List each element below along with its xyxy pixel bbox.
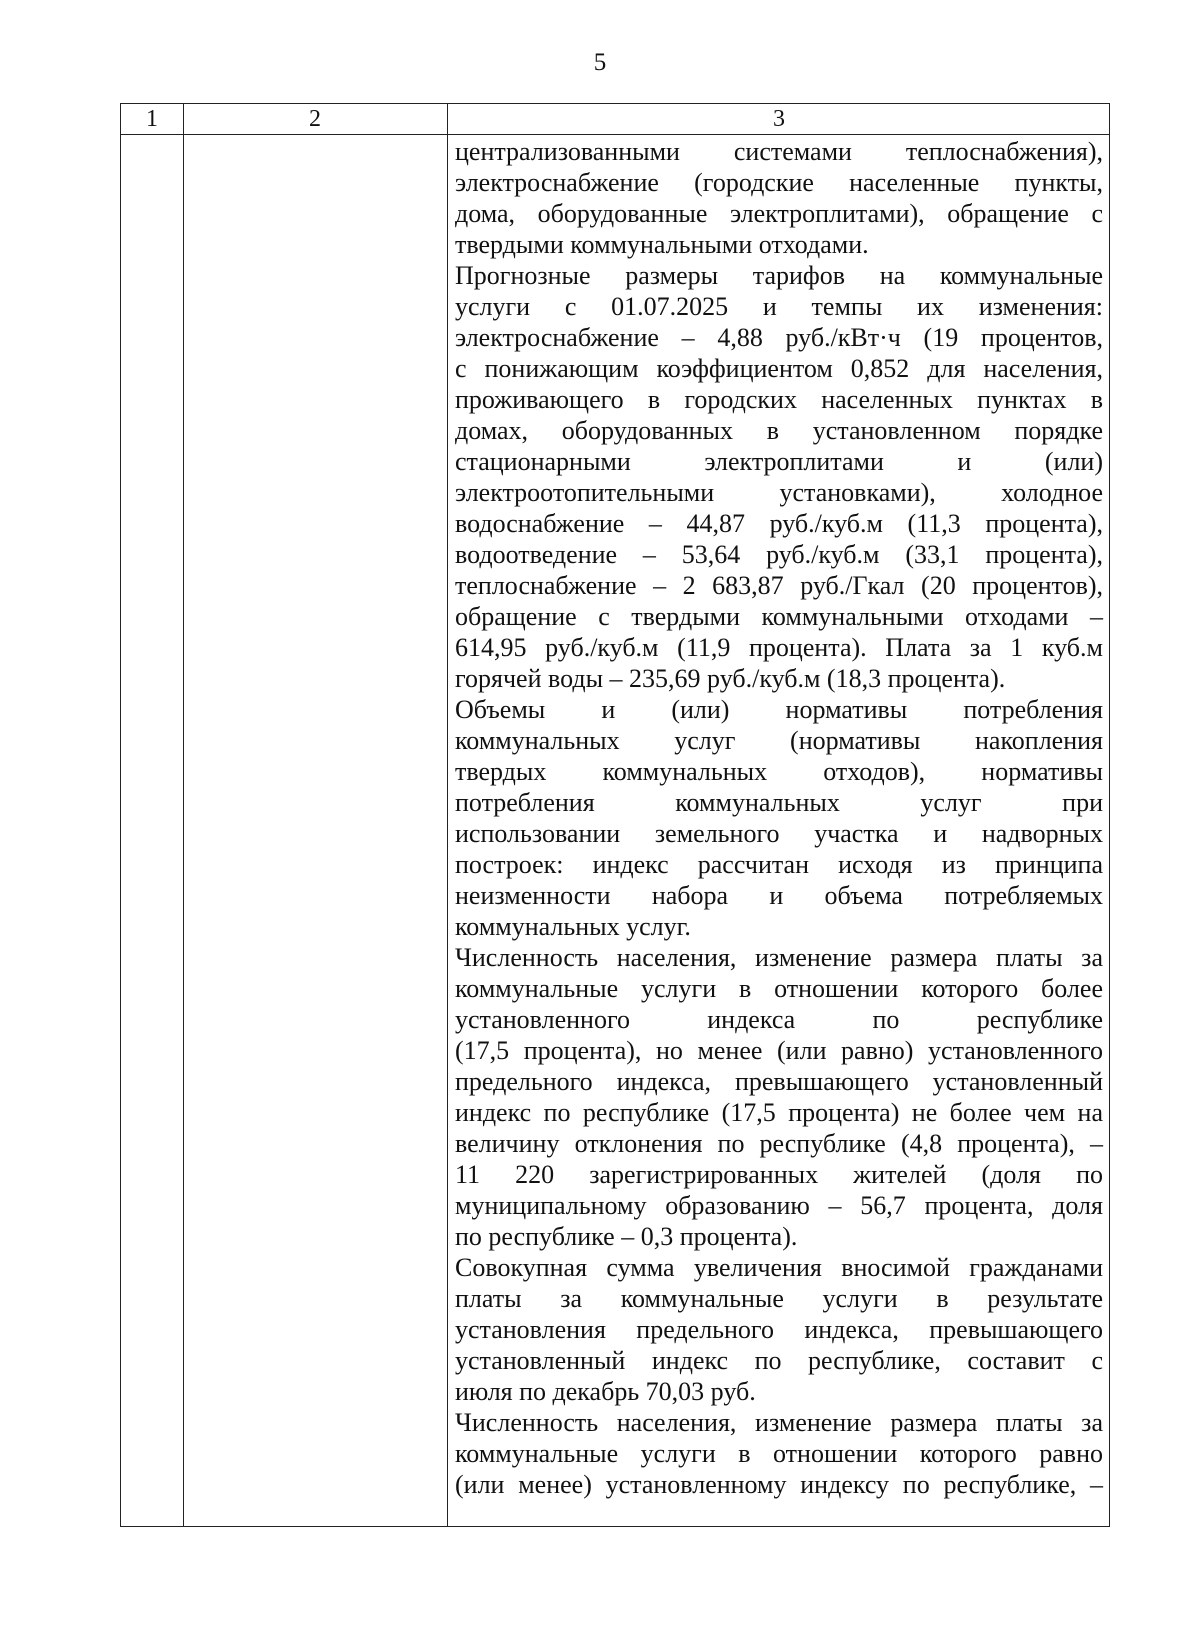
text-line: Численность населения, изменение размера платы за [455, 943, 1103, 972]
text-line: теплоснабжение – 2 683,87 руб./Гкал (20 процентов), [455, 571, 1103, 600]
text-line: Прогнозные размеры тарифов на коммунальные [455, 261, 1103, 290]
document-table [120, 103, 1110, 1527]
text-line: Численность населения, изменение размера платы за [455, 1408, 1103, 1437]
column-divider-2 [447, 104, 448, 1526]
text-line: обращение с твердыми коммунальными отходами – [455, 602, 1103, 631]
text-line: коммунальные услуги в отношении которого равно [455, 1439, 1103, 1468]
column-header-2: 2 [309, 106, 321, 132]
text-line: водоотведение – 53,64 руб./куб.м (33,1 процента), [455, 540, 1103, 569]
text-line: с понижающим коэффициентом 0,852 для населения, [455, 354, 1103, 383]
text-line: установленный индекс по республике, составит с [455, 1346, 1103, 1375]
text-line: 11 220 зарегистрированных жителей (доля по [455, 1160, 1103, 1189]
text-line: установления предельного индекса, превышающего [455, 1315, 1103, 1344]
text-line: величину отклонения по республике (4,8 процента), – [455, 1129, 1103, 1158]
column-divider-1 [183, 104, 184, 1526]
text-line: домах, оборудованных в установленном порядке [455, 416, 1103, 445]
text-line: Объемы и (или) нормативы потребления [455, 695, 1103, 724]
text-line: потребления коммунальных услуг при [455, 788, 1103, 817]
text-line: проживающего в городских населенных пунктах в [455, 385, 1103, 414]
text-line: июля по декабрь 70,03 руб. [455, 1377, 756, 1406]
text-line: горячей воды – 235,69 руб./куб.м (18,3 процента). [455, 664, 1006, 693]
text-line: электроснабжение (городские населенные пункты, [455, 168, 1103, 197]
text-line: коммунальные услуги в отношении которого более [455, 974, 1103, 1003]
text-line: электроотопительными установками), холодное [455, 478, 1103, 507]
text-line: дома, оборудованные электроплитами), обращение с [455, 199, 1103, 228]
text-line: платы за коммунальные услуги в результате [455, 1284, 1103, 1313]
column-header-3: 3 [773, 106, 785, 132]
text-line: услуги с 01.07.2025 и темпы их изменения: [455, 292, 1103, 321]
text-line: Совокупная сумма увеличения вносимой гражданами [455, 1253, 1103, 1282]
text-line: 614,95 руб./куб.м (11,9 процента). Плата за 1 куб.м [455, 633, 1103, 662]
text-line: установленного индекса по республике [455, 1005, 1103, 1034]
text-line: по республике – 0,3 процента). [455, 1222, 798, 1251]
text-line: твердых коммунальных отходов), нормативы [455, 757, 1103, 786]
text-line: муниципальному образованию – 56,7 процента, доля [455, 1191, 1103, 1220]
text-line: водоснабжение – 44,87 руб./куб.м (11,3 процента), [455, 509, 1103, 538]
text-line: (или менее) установленному индексу по республике, – [455, 1470, 1103, 1499]
text-line: централизованными системами теплоснабжения), [455, 137, 1103, 166]
column-header-1: 1 [146, 106, 158, 132]
text-line: коммунальных услуг. [455, 912, 691, 941]
header-row-divider [121, 134, 1109, 135]
text-line: стационарными электроплитами и (или) [455, 447, 1103, 476]
text-line: построек: индекс рассчитан исходя из принципа [455, 850, 1103, 879]
text-line: неизменности набора и объема потребляемых [455, 881, 1103, 910]
text-line: электроснабжение – 4,88 руб./кВт·ч (19 процентов, [455, 323, 1103, 352]
text-line: индекс по республике (17,5 процента) не более чем на [455, 1098, 1103, 1127]
page-number: 5 [593, 49, 607, 76]
text-line: (17,5 процента), но менее (или равно) установленного [455, 1036, 1103, 1065]
text-line: использовании земельного участка и надворных [455, 819, 1103, 848]
text-line: коммунальных услуг (нормативы накопления [455, 726, 1103, 755]
text-line: предельного индекса, превышающего установленный [455, 1067, 1103, 1096]
column-3-text [455, 136, 1103, 1500]
text-line: твердыми коммунальными отходами. [455, 230, 869, 259]
